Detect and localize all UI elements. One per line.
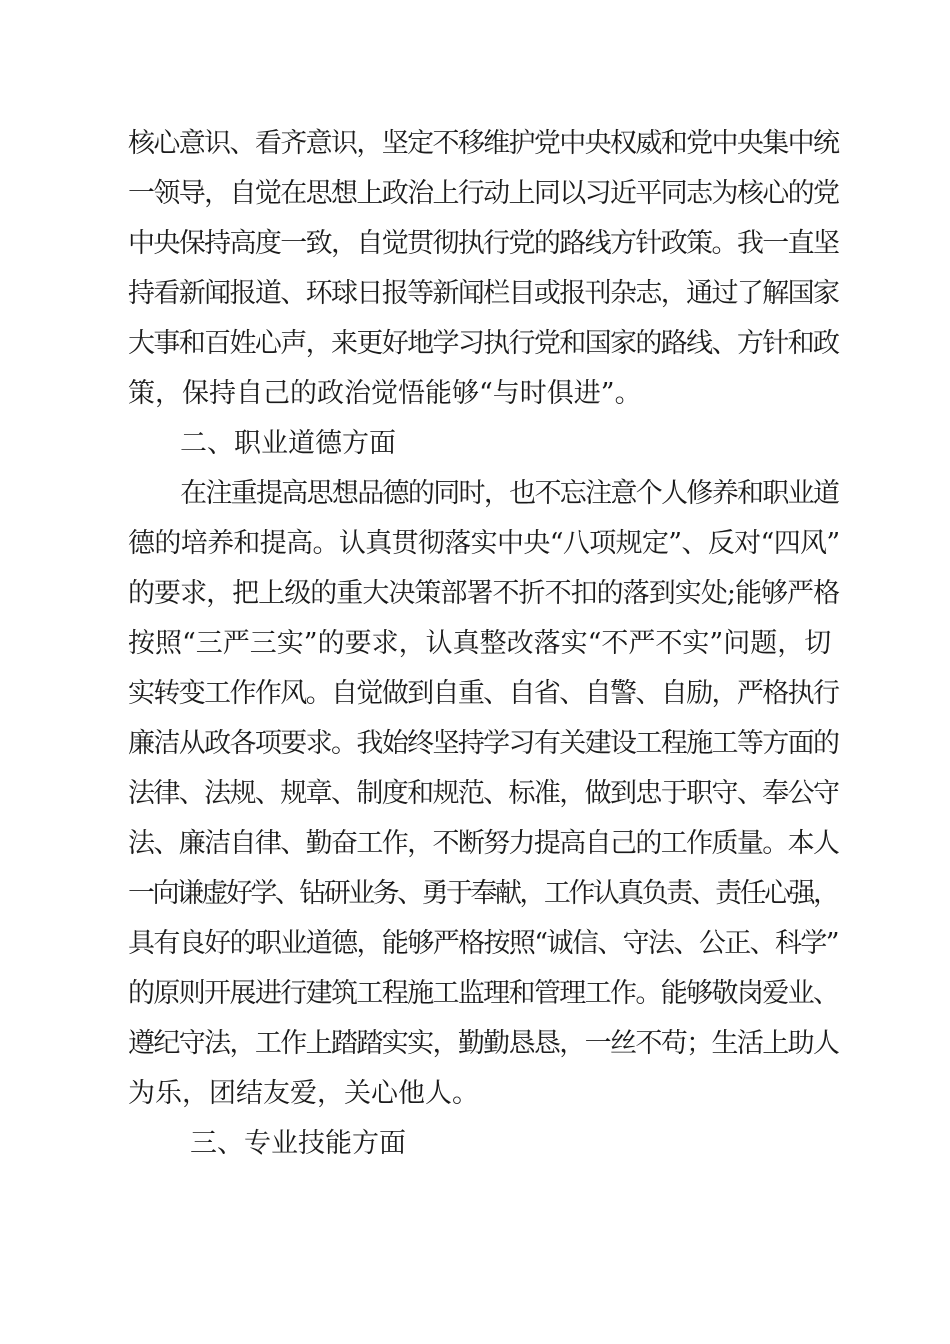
section-heading-2: 二、职业道德方面 bbox=[180, 428, 396, 459]
paragraph-line: 大事和百姓心声，来更好地学习执行党和国家的路线、方针和政 bbox=[128, 328, 839, 359]
paragraph-line: 的原则开展进行建筑工程施工监理和管理工作。能够敬岗爱业、 bbox=[128, 978, 839, 1009]
paragraph-line: 在注重提高思想品德的同时，也不忘注意个人修养和职业道 bbox=[180, 478, 839, 509]
paragraph-line: 遵纪守法，工作上踏踏实实，勤勤恳恳，一丝不苟；生活上助人 bbox=[128, 1028, 839, 1059]
paragraph-line: 持看新闻报道、环球日报等新闻栏目或报刊杂志，通过了解国家 bbox=[128, 278, 839, 309]
paragraph-line: 策，保持自己的政治觉悟能够“与时俱进”。 bbox=[128, 378, 642, 409]
paragraph-line: 中央保持高度一致，自觉贯彻执行党的路线方针政策。我一直坚 bbox=[128, 228, 839, 259]
paragraph-line: 廉洁从政各项要求。我始终坚持学习有关建设工程施工等方面的 bbox=[128, 728, 839, 759]
paragraph-line: 按照“三严三实”的要求，认真整改落实“不严不实”问题，切 bbox=[128, 628, 832, 659]
paragraph-line: 具有良好的职业道德，能够严格按照“诚信、守法、公正、科学” bbox=[128, 928, 838, 959]
paragraph-line: 核心意识、看齐意识，坚定不移维护党中央权威和党中央集中统 bbox=[128, 128, 839, 159]
paragraph-line: 法律、法规、规章、制度和规范、标准，做到忠于职守、奉公守 bbox=[128, 778, 839, 809]
paragraph-line: 一向谦虚好学、钻研业务、勇于奉献，工作认真负责、责任心强， bbox=[128, 878, 838, 909]
paragraph-line: 德的培养和提高。认真贯彻落实中央“八项规定”、反对“四风” bbox=[128, 528, 840, 559]
section-heading-3: 三、专业技能方面 bbox=[190, 1128, 406, 1159]
paragraph-line: 一领导，自觉在思想上政治上行动上同以习近平同志为核心的党 bbox=[128, 178, 839, 209]
paragraph-line: 实转变工作作风。自觉做到自重、自省、自警、自励，严格执行 bbox=[128, 678, 839, 709]
paragraph-line: 法、廉洁自律、勤奋工作，不断努力提高自己的工作质量。本人 bbox=[128, 828, 839, 859]
paragraph-line: 为乐，团结友爱，关心他人。 bbox=[128, 1078, 479, 1109]
paragraph-line: 的要求，把上级的重大决策部署不折不扣的落到实处;能够严格 bbox=[128, 578, 840, 609]
